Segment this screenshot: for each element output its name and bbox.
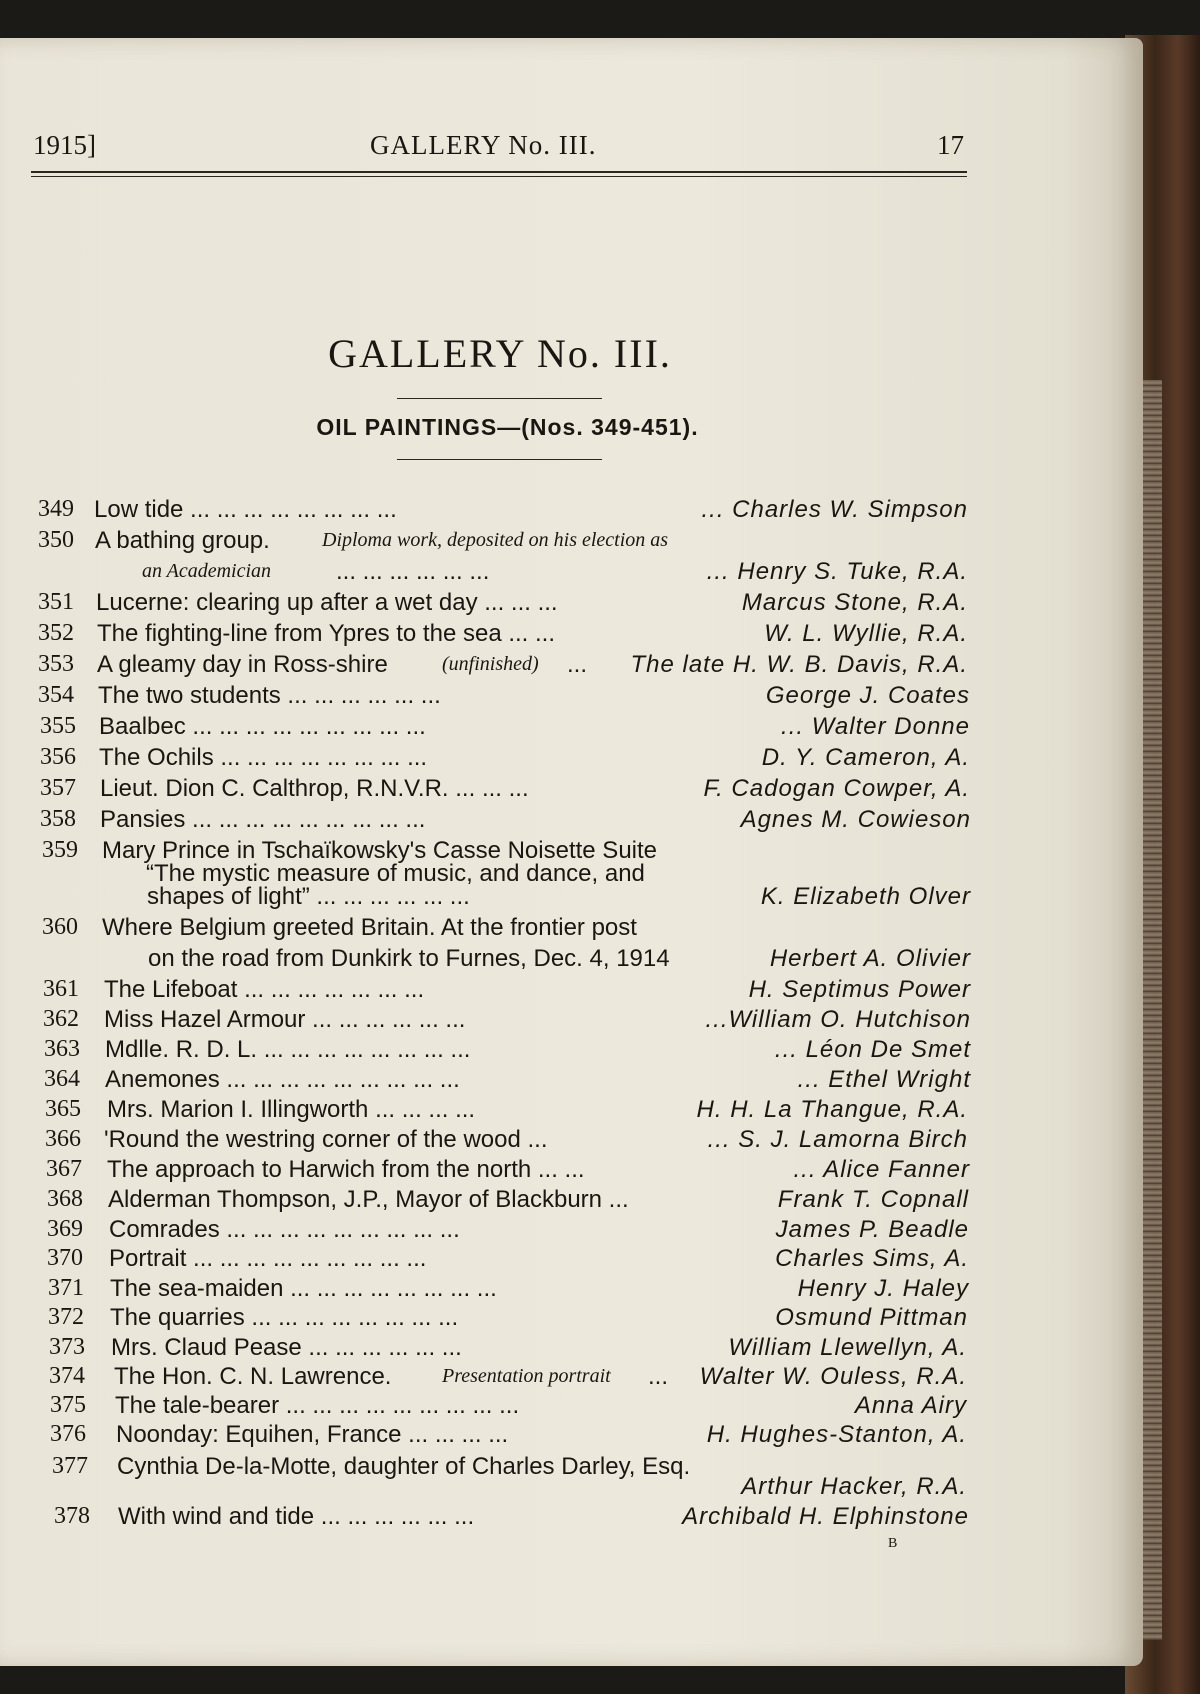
- entry-leader-dots: ... ... ... ... ... ...: [336, 558, 490, 585]
- entry-title: The Hon. C. N. Lawrence.: [114, 1363, 392, 1390]
- entry-title: The quarries ... ... ... ... ... ... ... ...: [110, 1304, 459, 1331]
- catalogue-entry: [0, 589, 1143, 619]
- catalogue-entry: [0, 1126, 1143, 1156]
- entry-number: 367: [46, 1156, 82, 1182]
- entry-number: 359: [42, 837, 78, 863]
- catalogue-entry: [0, 1036, 1143, 1066]
- entry-number: 362: [43, 1006, 79, 1032]
- entry-artist: W. L. Wyllie, R.A.: [764, 620, 968, 647]
- entry-artist: ... S. J. Lamorna Birch: [707, 1126, 968, 1153]
- entry-title: Pansies ... ... ... ... ... ... ... ... ...: [100, 806, 426, 833]
- entry-number: 368: [47, 1186, 83, 1212]
- entry-title-continuation: on the road from Dunkirk to Furnes, Dec. 4, 1914: [148, 945, 670, 972]
- entry-artist: Frank T. Copnall: [777, 1186, 969, 1213]
- entry-note: (unfinished): [442, 653, 539, 675]
- entry-title: Where Belgium greeted Britain. At the frontier post: [102, 914, 637, 941]
- catalogue-entry: [0, 1421, 1143, 1451]
- gallery-title: GALLERY No. III.: [328, 331, 672, 376]
- entry-artist: H. H. La Thangue, R.A.: [696, 1096, 968, 1123]
- entry-title: Comrades ... ... ... ... ... ... ... ... ...: [109, 1216, 460, 1243]
- entry-title: Noonday: Equihen, France ... ... ... ...: [116, 1421, 509, 1448]
- entry-number: 366: [45, 1126, 81, 1152]
- catalogue-entry: [0, 1216, 1143, 1246]
- entry-number: 356: [40, 744, 76, 770]
- entry-title: Lieut. Dion C. Calthrop, R.N.V.R. ... ... ...: [100, 775, 529, 802]
- catalogue-entry: [0, 1334, 1143, 1364]
- entry-artist: ... Walter Donne: [781, 713, 970, 740]
- page-edges: [1140, 380, 1162, 1640]
- catalogue-entry: [0, 713, 1143, 743]
- entry-number: 353: [38, 651, 74, 677]
- catalogue-entry-continuation: [0, 1473, 1143, 1503]
- entry-title: With wind and tide ... ... ... ... ... ...: [118, 1503, 475, 1530]
- entry-title: Baalbec ... ... ... ... ... ... ... ... ...: [99, 713, 426, 740]
- entry-artist: Agnes M. Cowieson: [740, 806, 971, 833]
- entry-number: 350: [38, 527, 74, 553]
- entry-title: Lucerne: clearing up after a wet day ... ... ...: [96, 589, 558, 616]
- entry-number: 352: [38, 620, 74, 646]
- catalogue-entry: [0, 496, 1143, 526]
- entry-title: Alderman Thompson, J.P., Mayor of Blackburn ...: [108, 1186, 629, 1213]
- catalogue-entry: [0, 1096, 1143, 1126]
- entry-note: an Academician: [142, 560, 272, 582]
- entry-number: 357: [40, 775, 76, 801]
- entry-artist: George J. Coates: [765, 682, 970, 709]
- entry-artist: Herbert A. Olivier: [769, 945, 971, 972]
- entry-title: Mary Prince in Tschaïkowsky's Casse Noisette Suite: [102, 837, 658, 864]
- page-number: 17: [937, 130, 964, 160]
- entry-title: Miss Hazel Armour ... ... ... ... ... ...: [104, 1006, 466, 1033]
- entry-number: 371: [48, 1275, 84, 1301]
- catalogue-entry: [0, 1066, 1143, 1096]
- catalogue-entry: [0, 620, 1143, 650]
- entry-title: The fighting-line from Ypres to the sea ... ...: [97, 620, 556, 647]
- entry-number: 370: [47, 1245, 83, 1271]
- catalogue-entry: [0, 1006, 1143, 1036]
- entry-leader-dots: ...: [648, 1363, 669, 1390]
- entry-artist: The late H. W. B. Davis, R.A.: [630, 651, 968, 678]
- entry-artist: Arthur Hacker, R.A.: [741, 1473, 967, 1500]
- entry-number: 361: [43, 976, 79, 1002]
- entry-title: The sea-maiden ... ... ... ... ... ... ... ...: [110, 1275, 497, 1302]
- catalogue-entry: [0, 1275, 1143, 1305]
- entry-title: 'Round the westring corner of the wood ...: [104, 1126, 548, 1153]
- entry-artist: Osmund Pittman: [775, 1304, 968, 1331]
- entry-number: 360: [42, 914, 78, 940]
- catalogue-entry: [0, 806, 1143, 836]
- entry-leader-dots: ...: [567, 651, 588, 678]
- entry-title: Low tide ... ... ... ... ... ... ... ...: [94, 496, 397, 523]
- entry-artist: H. Hughes-Stanton, A.: [706, 1421, 967, 1448]
- entry-artist: ... Ethel Wright: [797, 1066, 971, 1093]
- catalogue-entry: [0, 914, 1143, 944]
- entry-artist: H. Septimus Power: [748, 976, 971, 1003]
- entry-title: The tale-bearer ... ... ... ... ... ... ... ... ...: [115, 1392, 520, 1419]
- entry-title: The approach to Harwich from the north ... ...: [107, 1156, 585, 1183]
- entry-artist: ... Charles W. Simpson: [701, 496, 968, 523]
- entry-number: 376: [50, 1421, 86, 1447]
- entry-title: Mrs. Marion I. Illingworth ... ... ... ...: [107, 1096, 476, 1123]
- entry-artist: Charles Sims, A.: [775, 1245, 969, 1272]
- entry-artist: Marcus Stone, R.A.: [741, 589, 968, 616]
- entry-number: 373: [49, 1334, 85, 1360]
- catalogue-entry: [0, 1363, 1143, 1393]
- entry-number: 358: [40, 806, 76, 832]
- catalogue-entry: [0, 775, 1143, 805]
- entry-number: 354: [38, 682, 74, 708]
- entry-artist: D. Y. Cameron, A.: [761, 744, 970, 771]
- catalogue-entry: [0, 1392, 1143, 1422]
- entry-number: 365: [45, 1096, 81, 1122]
- entry-title: Portrait ... ... ... ... ... ... ... ... ...: [109, 1245, 427, 1272]
- catalogue-entry: [0, 1245, 1143, 1275]
- catalogue-entry: [0, 1156, 1143, 1186]
- catalogue-entry: [0, 1304, 1143, 1334]
- entry-number: 374: [49, 1363, 85, 1389]
- catalogue-entry: [0, 651, 1143, 681]
- catalogue-entry: [0, 976, 1143, 1006]
- entry-number: 375: [50, 1392, 86, 1418]
- catalogue-entry-continuation: [0, 883, 1143, 913]
- catalogue-entry: [0, 1503, 1143, 1533]
- entry-number: 372: [48, 1304, 84, 1330]
- entry-number: 363: [44, 1036, 80, 1062]
- entry-number: 351: [38, 589, 74, 615]
- entry-artist: F. Cadogan Cowper, A.: [703, 775, 970, 802]
- entry-title: Mrs. Claud Pease ... ... ... ... ... ...: [111, 1334, 462, 1361]
- catalogue-entry-continuation: [0, 945, 1143, 975]
- entry-artist: Anna Airy: [854, 1392, 967, 1419]
- section-subtitle: OIL PAINTINGS—(Nos. 349-451).: [316, 414, 699, 440]
- entry-artist: K. Elizabeth Olver: [760, 883, 971, 910]
- entry-title: Anemones ... ... ... ... ... ... ... ... ...: [105, 1066, 460, 1093]
- entry-artist: ... Henry S. Tuke, R.A.: [706, 558, 968, 585]
- entry-title: A gleamy day in Ross-shire: [97, 651, 388, 678]
- signature-mark: B: [888, 1536, 899, 1551]
- entry-note: Diploma work, deposited on his election as: [322, 529, 669, 551]
- running-head-title: GALLERY No. III.: [370, 130, 597, 160]
- entry-title-continuation: “The mystic measure of music, and dance, and: [146, 860, 645, 887]
- entry-artist: ... Alice Fanner: [793, 1156, 970, 1183]
- entry-artist: William Llewellyn, A.: [728, 1334, 967, 1361]
- entry-number: 369: [47, 1216, 83, 1242]
- catalogue-entry: [0, 744, 1143, 774]
- entry-artist: ...William O. Hutchison: [705, 1006, 971, 1033]
- catalogue-entry: [0, 527, 1143, 557]
- entry-title: Cynthia De-la-Motte, daughter of Charles Darley, Esq.: [117, 1453, 691, 1480]
- entry-title: The Ochils ... ... ... ... ... ... ... ...: [99, 744, 428, 771]
- entry-title: A bathing group.: [95, 527, 270, 554]
- entry-artist: ... Léon De Smet: [774, 1036, 971, 1063]
- entry-number: 377: [52, 1453, 88, 1479]
- catalogue-entry: [0, 682, 1143, 712]
- catalogue-entry-continuation: [0, 558, 1143, 588]
- entry-title: The two students ... ... ... ... ... ...: [98, 682, 441, 709]
- entry-title-continuation: shapes of light” ... ... ... ... ... ...: [147, 883, 470, 910]
- entry-number: 378: [54, 1503, 90, 1529]
- entry-artist: Archibald H. Elphinstone: [682, 1503, 969, 1530]
- entry-number: 355: [40, 713, 76, 739]
- entry-artist: Henry J. Haley: [797, 1275, 969, 1302]
- catalogue-entry: [0, 1186, 1143, 1216]
- entry-title: The Lifeboat ... ... ... ... ... ... ...: [104, 976, 425, 1003]
- entry-artist: Walter W. Ouless, R.A.: [699, 1363, 967, 1390]
- entry-number: 349: [38, 496, 74, 522]
- entry-number: 364: [44, 1066, 80, 1092]
- running-head-year: 1915]: [33, 130, 96, 160]
- entry-note: Presentation portrait: [442, 1365, 611, 1387]
- entry-artist: James P. Beadle: [775, 1216, 969, 1243]
- entry-title: Mdlle. R. D. L. ... ... ... ... ... ... ... ...: [105, 1036, 471, 1063]
